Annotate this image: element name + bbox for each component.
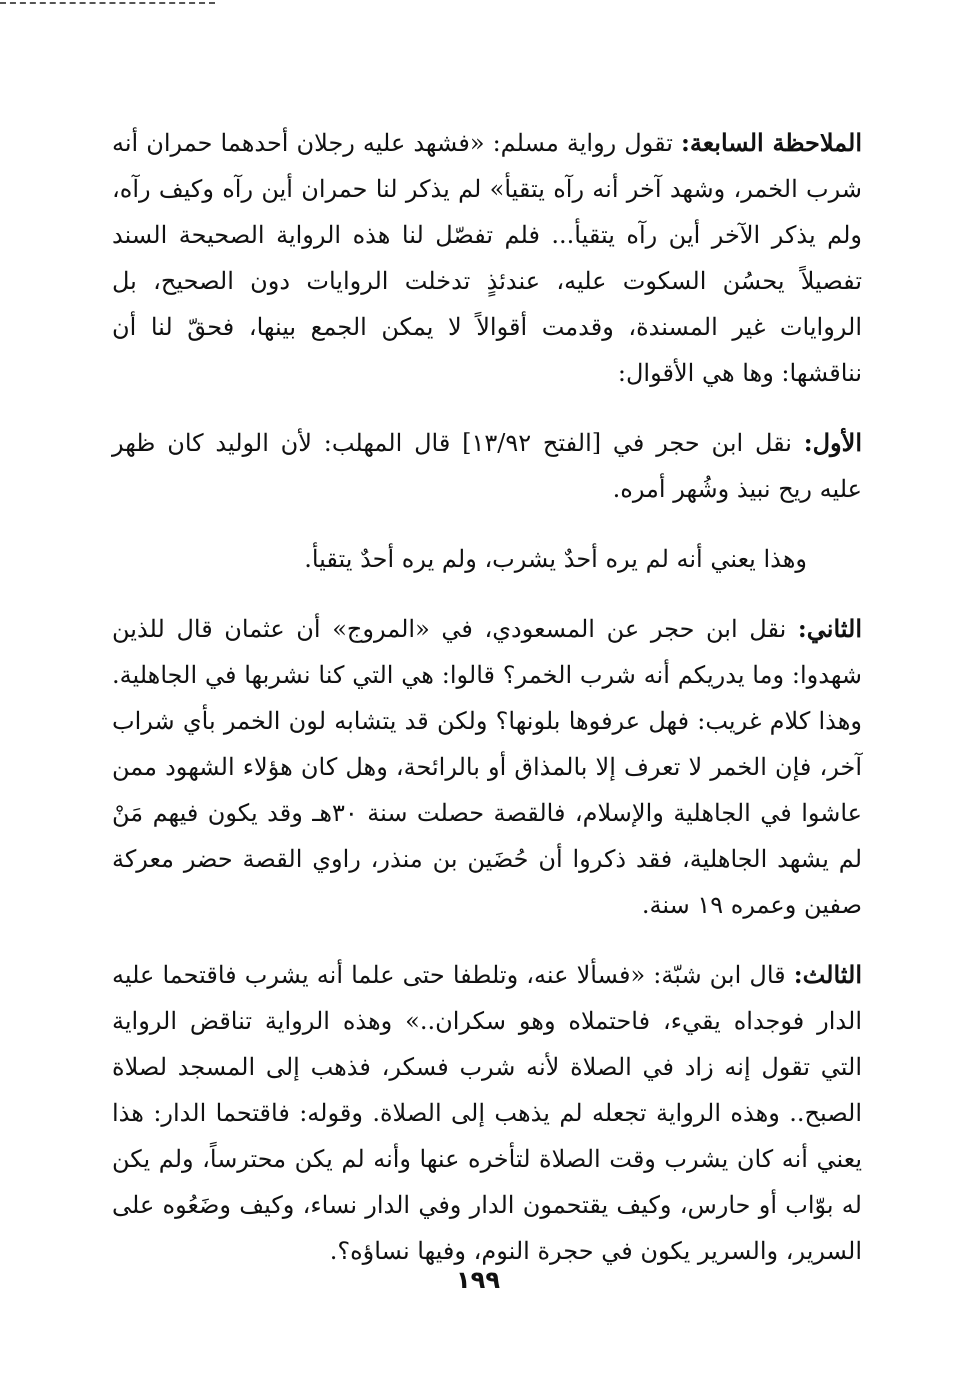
paragraph-seventh-note — [112, 120, 862, 396]
paragraph-comment — [112, 536, 862, 582]
paragraph-lead: الثالث: — [793, 960, 862, 989]
paragraph-text: قال ابن شبّة: «فسألا عنه، وتلطفا حتى علما أنه يشرب فاقتحما عليه الدار فوجداه يقيء، فاحتملاه وهو سكران..» وهذه الرواية تناقض الرواية التي تقول إنه زاد في الصلاة لأنه شرب فسكر، فذهب إلى المسجد لصلاة الصبح.. وهذه الرواية تجعله لم يذهب إلى الصلاة. وقوله: فاقتحما الدار: هذا يعني أنه كان يشرب وقت الصلاة لتأخره عنها وأنه لم يكن محترساً، ولم يكن له بوّاب أو حارس، وكيف يقتحمون الدار وفي الدار نساء، وكيف وضَعُوه على السرير، والسرير يكون في حجرة النوم، وفيها نساؤه؟. — [112, 961, 862, 1265]
top-dashed-rule — [0, 2, 215, 4]
paragraph-lead: الأول: — [803, 428, 862, 457]
paragraph-text: تقول رواية مسلم: «فشهد عليه رجلان أحدهما حمران أنه شرب الخمر، وشهد آخر أنه رآه يتقيأ» لم يذكر لنا حمران أين رآه وكيف رآه، ولم يذكر الآخر أين رآه يتقيأ... فلم تفصّل لنا هذه الرواية الصحيحة السند تفصيلاً يحسُن السكوت عليه، عندئذٍ تدخلت الروايات دون الصحيح، بل الروايات غير المسندة، وقدمت أقوالاً لا يمكن الجمع بينها، فحقّ لنا أن نناقشها: وها هي الأقوال: — [112, 129, 862, 387]
paragraph-lead: الملاحظة السابعة: — [681, 128, 863, 157]
paragraph-text: وهذا يعني أنه لم يره أحدٌ يشرب، ولم يره أحدٌ يتقيأ. — [304, 545, 807, 573]
paragraph-lead: الثاني: — [797, 614, 862, 643]
paragraph-text: نقل ابن حجر عن المسعودي، في «المروج» أن عثمان قال للذين شهدوا: وما يدريكم أنه شرب الخمر؟ قالوا: هي التي كنا نشربها في الجاهلية. وهذا كلام غريب: فهل عرفوها بلونها؟ ولكن قد يتشابه لون الخمر بأي شراب آخر، فإن الخمر لا تعرف إلا بالمذاق أو بالرائحة، وهل كان هؤلاء الشهود ممن عاشوا في الجاهلية والإسلام، فالقصة حصلت سنة ٣٠هـ وقد يكون فيهم مَنْ لم يشهد الجاهلية، فقد ذكروا أن حُضَين بن منذر، راوي القصة حضر معركة صفين وعمره ١٩ سنة. — [112, 615, 862, 919]
page-body — [112, 120, 862, 1298]
page-number: ١٩٩ — [456, 1266, 500, 1294]
paragraph-second-opinion — [112, 606, 862, 928]
paragraph-text: نقل ابن حجر في [الفتح ١٣/٩٢] قال المهلب: لأن الوليد كان ظهر عليه ريح نبيذ وشُهر أمره. — [112, 429, 862, 503]
paragraph-first-opinion — [112, 420, 862, 512]
paragraph-third-opinion — [112, 952, 862, 1274]
